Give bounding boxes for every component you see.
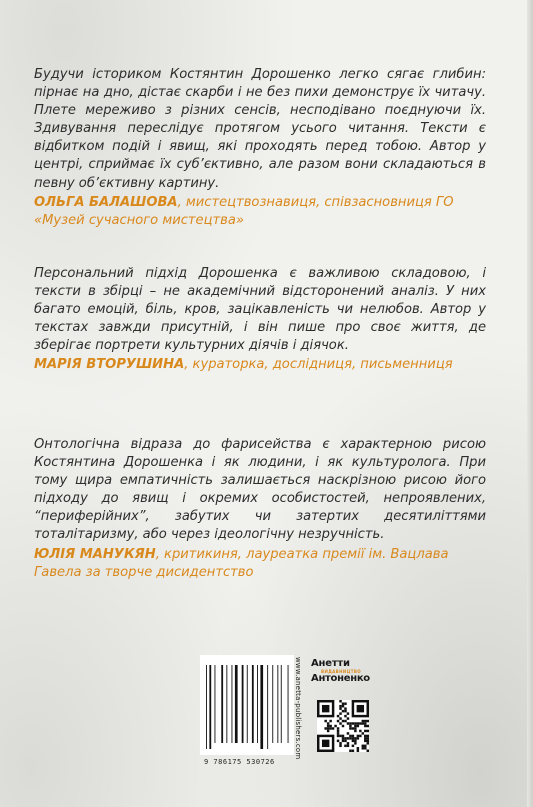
qr-module [364,735,366,737]
qr-module [324,727,326,729]
qr-finder-pattern [357,705,364,712]
barcode-bar [215,665,216,743]
qr-module [329,727,331,729]
barcode-bar [257,665,258,743]
barcode-bar [221,665,223,743]
qr-module [352,727,354,729]
review-text: Персональний підхід Дорошенка є важливою складовою, і тексти в збірці – не академічний відсторонений аналіз. У них багато емоцій, біль, кров, зацікавленість чи нелюбов. Автор у текстах завжди присутній, і він пише про своє життя, де зберігає портрети культурних діячів і діячок. [34,266,486,354]
qr-module [367,720,369,722]
qr-module [347,745,349,747]
qr-module [342,702,344,704]
qr-module [349,727,351,729]
qr-module [327,725,329,727]
barcode-bar [288,665,289,743]
qr-module [337,715,339,717]
qr-module [327,730,329,732]
barcode-bar [226,665,227,743]
qr-module [339,745,341,747]
qr-module [337,727,339,729]
qr-module [359,722,361,724]
qr-module [367,750,369,752]
barcode-bar [235,665,238,743]
qr-module [344,715,346,717]
qr-module [359,730,361,732]
qr-module [339,707,341,709]
qr-module [324,720,326,722]
qr-module [344,710,346,712]
qr-module [352,745,354,747]
qr-module [342,735,344,737]
qr-module [357,725,359,727]
qr-module [337,732,339,734]
qr-module [347,732,349,734]
review-attribution [34,356,486,374]
qr-module [364,722,366,724]
qr-finder-pattern [322,740,329,747]
qr-module [367,725,369,727]
qr-module [352,737,354,739]
qr-module [327,722,329,724]
qr-module [327,727,329,729]
barcode [200,655,294,755]
qr-module [339,742,341,744]
qr-module [339,705,341,707]
qr-module [349,737,351,739]
barcode-bar [206,665,207,749]
qr-module [364,737,366,739]
qr-module [354,742,356,744]
qr-module [342,720,344,722]
qr-module [362,745,364,747]
barcode-bar [272,665,273,743]
qr-module [367,740,369,742]
qr-module [342,740,344,742]
qr-module [329,725,331,727]
qr-module [352,735,354,737]
qr-module [349,750,351,752]
qr-module [354,737,356,739]
qr-module [339,712,341,714]
qr-module [354,730,356,732]
qr-module [349,722,351,724]
qr-module [352,722,354,724]
qr-module [357,750,359,752]
review-attribution [34,194,486,231]
review-text: Будучи істориком Костянтин Дорошенко легко сягає глибин: пірнає на дно, дістає скарби і не без пихи демонструє їх читачу. Плете мереживо з різних сенсів, несподівано поєднуючи їх. Здивування переслідує протягом усього читання. Тексти є відбитком подій і явищ, які проходять перед тобою. Автор у центрі, сприймає їх суб’єктивно, але разом вони складаються в певну об’єктивну картину. [34,67,486,191]
qr-module [347,742,349,744]
qr-module [354,740,356,742]
qr-module [342,737,344,739]
qr-module [364,720,366,722]
spine-edge [527,0,533,807]
qr-module [362,720,364,722]
qr-module [364,730,366,732]
qr-module [362,722,364,724]
qr-module [339,735,341,737]
qr-module [339,722,341,724]
review-text: Онтологічна відраза до фарисейства є характерною рисою Костянтина Дорошенка і як людини, і як культуролога. При тому щира емпатичність залишається наскрізною рисою його підходу до явищ і окремих особистостей, непроявлених, “периферійних”, забутих чи затертих десятиліттями тоталітаризму, або через ідеологічну незручність. [34,437,486,543]
review-1 [34,66,486,230]
qr-module [344,745,346,747]
qr-module [339,717,341,719]
publisher-name-line1: Анетти [311,658,350,669]
barcode-bar [267,665,268,749]
qr-module [352,740,354,742]
review-author: ОЛЬГА БАЛАШОВА [34,194,178,210]
qr-module [349,725,351,727]
barcode-bar [209,665,211,749]
qr-module [329,720,331,722]
qr-module [342,705,344,707]
qr-module [364,745,366,747]
qr-module [332,727,334,729]
qr-module [337,720,339,722]
qr-module [357,747,359,749]
qr-module [347,722,349,724]
review-3 [34,436,486,582]
qr-code [317,700,369,752]
review-author-role: , кураторка, дослідниця, письменниця [184,357,453,373]
qr-module [362,732,364,734]
barcode-bar [252,665,254,743]
qr-module [354,727,356,729]
review-author: ЮЛІЯ МАНУКЯН [34,546,156,562]
qr-module [342,710,344,712]
qr-module [344,702,346,704]
barcode-number: 9 786175 530726 [204,758,275,766]
review-author: МАРІЯ ВТОРУШИНА [34,357,185,373]
publisher-logo [311,658,370,684]
qr-module [359,735,361,737]
qr-module [344,737,346,739]
qr-module [367,730,369,732]
barcode-bar [242,665,244,743]
qr-module [344,707,346,709]
qr-module [364,740,366,742]
qr-module [334,725,336,727]
publisher-tagline: ВИДАВНИЦТВО [321,669,362,674]
qr-module [344,720,346,722]
barcode-bar [260,665,263,749]
publisher-website: www.anetta-publishers.com [294,657,302,760]
qr-module [344,740,346,742]
qr-module [347,717,349,719]
barcode-bar [277,665,278,743]
qr-module [337,740,339,742]
barcode-bars [200,655,294,755]
qr-module [339,700,341,702]
qr-module [337,730,339,732]
qr-module [352,750,354,752]
qr-module [349,735,351,737]
barcode-bar [232,665,233,743]
review-author-role: , критикиня, лауреатка премії ім. Вацлава Гавела за творче дисидентство [34,546,449,580]
barcode-bar [247,665,248,743]
review-attribution [34,546,486,583]
qr-module [367,735,369,737]
qr-code-modules [317,700,369,752]
qr-module [357,737,359,739]
qr-module [342,725,344,727]
qr-module [367,737,369,739]
barcode-bar [281,665,282,743]
qr-module [354,725,356,727]
qr-module [357,722,359,724]
qr-module [367,742,369,744]
qr-module [364,725,366,727]
qr-module [337,735,339,737]
qr-module [364,747,366,749]
review-author-role: , мистецтвознавиця, співзасновниця ГО «Музей сучасного мистецтва» [34,194,454,229]
qr-finder-pattern [322,705,329,712]
qr-module [362,747,364,749]
review-2 [34,265,486,375]
qr-module [354,722,356,724]
qr-module [357,735,359,737]
qr-module [347,712,349,714]
qr-module [347,737,349,739]
publisher-name-line2: Антоненко [311,673,370,684]
